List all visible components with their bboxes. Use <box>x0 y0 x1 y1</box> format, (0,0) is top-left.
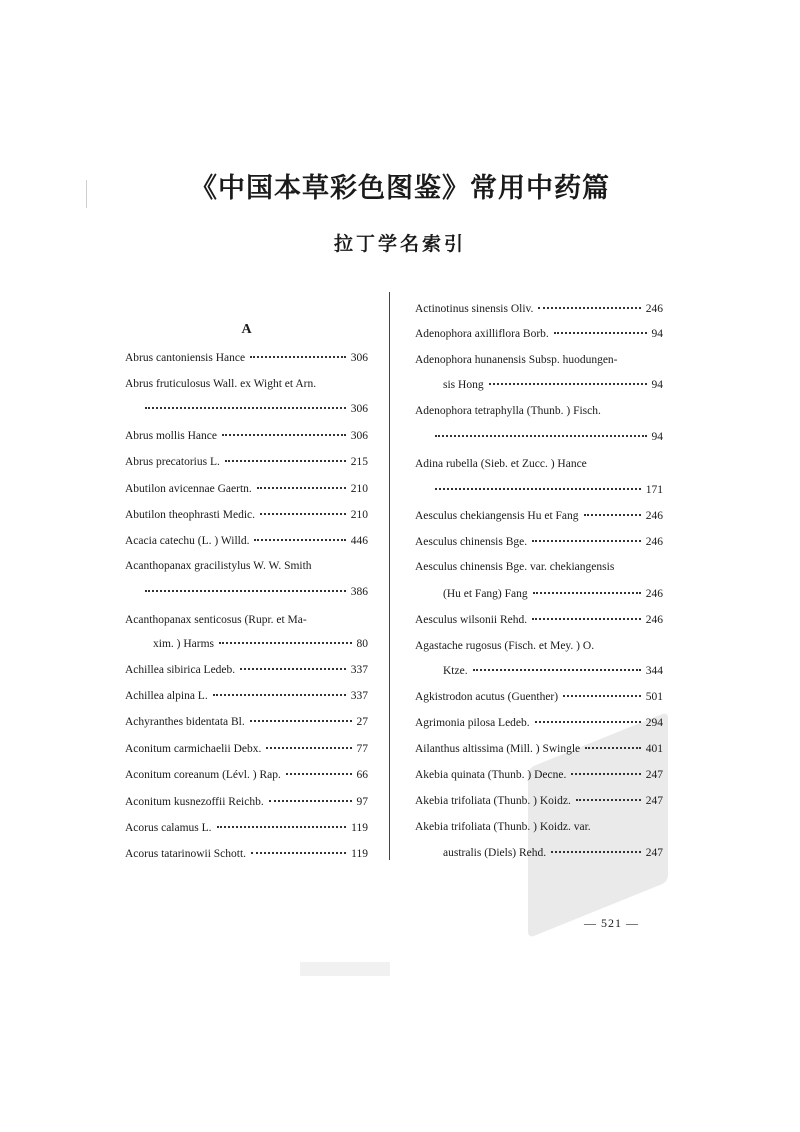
entry-name: Agastache rugosus (Fisch. et Mey. ) O. <box>415 640 595 652</box>
entry-page: 215 <box>350 456 368 468</box>
dot-leader <box>145 590 346 592</box>
entry-name: Abutilon theophrasti Medic. <box>125 509 255 521</box>
page-number: — 521 — <box>584 916 639 930</box>
index-entry <box>125 635 368 653</box>
entry-page: 77 <box>356 743 368 755</box>
dot-leader <box>551 851 641 853</box>
index-entry <box>415 533 663 551</box>
index-entry <box>125 400 368 418</box>
dot-leader <box>533 592 641 594</box>
dot-leader <box>250 356 346 358</box>
index-entry <box>415 507 663 525</box>
dot-leader <box>240 668 346 670</box>
entry-page: 246 <box>645 588 663 600</box>
index-entry <box>415 688 663 706</box>
entry-name: Adina rubella (Sieb. et Zucc. ) Hance <box>415 458 587 470</box>
index-entry <box>125 453 368 471</box>
entry-name: Achyranthes bidentata Bl. <box>125 716 245 728</box>
dot-leader <box>145 407 346 409</box>
entry-name: Acorus calamus L. <box>125 822 212 834</box>
entry-name: Aconitum kusnezoffii Reichb. <box>125 796 264 808</box>
entry-page: 66 <box>356 769 368 781</box>
dot-leader <box>473 669 641 671</box>
dot-leader <box>222 434 346 436</box>
entry-page: 501 <box>645 691 663 703</box>
entry-page: 401 <box>645 743 663 755</box>
index-entry <box>415 300 663 318</box>
index-entry <box>415 455 663 473</box>
entry-page: 294 <box>645 717 663 729</box>
entry-name: Akebia trifoliata (Thunb. ) Koidz. <box>415 795 571 807</box>
entry-name: Aesculus wilsonii Rehd. <box>415 614 528 626</box>
entry-name: Abrus mollis Hance <box>125 430 217 442</box>
index-entry <box>125 557 368 575</box>
entry-name: (Hu et Fang) Fang <box>443 588 528 600</box>
dot-leader <box>254 539 345 541</box>
index-entry <box>415 325 663 343</box>
index-entry <box>125 687 368 705</box>
entry-page: 246 <box>645 510 663 522</box>
dot-leader <box>251 852 346 854</box>
entry-page: 119 <box>351 848 368 860</box>
entry-name: Aconitum coreanum (Lévl. ) Rap. <box>125 769 281 781</box>
dot-leader <box>260 513 346 515</box>
dot-leader <box>257 487 346 489</box>
entry-page: 247 <box>645 795 663 807</box>
entry-name: Achillea sibirica Ledeb. <box>125 664 236 676</box>
entry-page: 247 <box>645 769 663 781</box>
entry-name: Adenophora hunanensis Subsp. huodungen- <box>415 354 618 366</box>
dot-leader <box>217 826 347 828</box>
dot-leader <box>584 514 641 516</box>
index-entry <box>415 818 663 836</box>
column-divider <box>389 292 390 860</box>
index-entry <box>415 585 663 603</box>
entry-name: xim. ) Harms <box>153 638 215 650</box>
entry-name: Acanthopanax senticosus (Rupr. et Ma- <box>125 614 307 626</box>
index-entry <box>125 349 368 367</box>
entry-page: 80 <box>356 638 368 650</box>
index-entry <box>415 351 663 369</box>
index-entry <box>415 402 663 420</box>
entry-page: 94 <box>651 379 663 391</box>
index-entry <box>415 428 663 446</box>
dot-leader <box>554 332 647 334</box>
dot-leader <box>532 618 641 620</box>
entry-page: 386 <box>350 586 368 598</box>
index-entry <box>125 506 368 524</box>
entry-page: 306 <box>350 403 368 415</box>
dot-leader <box>435 435 647 437</box>
entry-page: 337 <box>350 664 368 676</box>
entry-page: 94 <box>651 431 663 443</box>
dot-leader <box>563 695 641 697</box>
book-title: 《中国本草彩色图鉴》常用中药篇 <box>190 173 610 204</box>
entry-name: Aesculus chinensis Bge. <box>415 536 528 548</box>
entry-name: Aesculus chekiangensis Hu et Fang <box>415 510 579 522</box>
entry-page: 246 <box>645 614 663 626</box>
entry-page: 306 <box>350 430 368 442</box>
index-entry <box>415 637 663 655</box>
entry-name: Ktze. <box>443 665 468 677</box>
entry-page: 246 <box>645 536 663 548</box>
entry-page: 246 <box>645 303 663 315</box>
index-entry <box>125 532 368 550</box>
index-entry <box>125 819 368 837</box>
entry-name: Adenophora axilliflora Borb. <box>415 328 549 340</box>
dot-leader <box>213 694 346 696</box>
index-entry <box>415 558 663 576</box>
entry-page: 247 <box>645 847 663 859</box>
entry-page: 210 <box>350 483 368 495</box>
entry-name: Actinotinus sinensis Oliv. <box>415 303 534 315</box>
entry-name: Acacia catechu (L. ) Willd. <box>125 535 250 547</box>
dot-leader <box>250 720 352 722</box>
section-letter: A <box>241 322 252 337</box>
dot-leader <box>266 747 351 749</box>
index-entry <box>125 661 368 679</box>
dot-leader <box>219 642 351 644</box>
index-entry <box>125 793 368 811</box>
entry-page: 97 <box>356 796 368 808</box>
index-entry <box>415 376 663 394</box>
index-entry <box>125 740 368 758</box>
entry-name: australis (Diels) Rehd. <box>443 847 547 859</box>
dot-leader <box>435 488 641 490</box>
entry-page: 27 <box>356 716 368 728</box>
index-entry <box>415 844 663 862</box>
index-entry <box>415 714 663 732</box>
dot-leader <box>532 540 641 542</box>
index-entry <box>125 845 368 863</box>
entry-page: 446 <box>350 535 368 547</box>
index-entry <box>415 611 663 629</box>
index-entry <box>415 766 663 784</box>
dot-leader <box>225 460 346 462</box>
entry-page: 171 <box>645 484 663 496</box>
index-entry <box>125 583 368 601</box>
index-entry <box>125 611 368 629</box>
dot-leader <box>538 307 640 309</box>
dot-leader <box>489 383 647 385</box>
dot-leader <box>286 773 352 775</box>
entry-name: Abrus precatorius L. <box>125 456 220 468</box>
index-entry <box>415 662 663 680</box>
entry-page: 337 <box>350 690 368 702</box>
entry-page: 119 <box>351 822 368 834</box>
index-subtitle: 拉丁学名索引 <box>333 233 466 255</box>
entry-name: Achillea alpina L. <box>125 690 208 702</box>
entry-page: 210 <box>350 509 368 521</box>
index-entry <box>415 740 663 758</box>
entry-name: Ailanthus altissima (Mill. ) Swingle <box>415 743 581 755</box>
entry-name: Aesculus chinensis Bge. var. chekiangensis <box>415 561 615 573</box>
dot-leader <box>576 799 641 801</box>
entry-name: Abrus cantoniensis Hance <box>125 352 246 364</box>
index-entry <box>125 766 368 784</box>
dot-leader <box>269 800 352 802</box>
entry-name: Agkistrodon acutus (Guenther) <box>415 691 559 703</box>
entry-name: Agrimonia pilosa Ledeb. <box>415 717 530 729</box>
scan-smudge <box>300 962 390 976</box>
entry-name: Abutilon avicennae Gaertn. <box>125 483 252 495</box>
entry-page: 94 <box>651 328 663 340</box>
index-entry <box>415 481 663 499</box>
dot-leader <box>585 747 641 749</box>
entry-name: Acorus tatarinowii Schott. <box>125 848 247 860</box>
entry-page: 306 <box>350 352 368 364</box>
index-entry <box>415 792 663 810</box>
dot-leader <box>535 721 641 723</box>
index-entry <box>125 375 368 393</box>
entry-name: Akebia quinata (Thunb. ) Decne. <box>415 769 567 781</box>
dot-leader <box>571 773 640 775</box>
entry-name: sis Hong <box>443 379 484 391</box>
entry-name: Acanthopanax gracilistylus W. W. Smith <box>125 560 312 572</box>
index-entry <box>125 427 368 445</box>
entry-name: Adenophora tetraphylla (Thunb. ) Fisch. <box>415 405 601 417</box>
entry-name: Akebia trifoliata (Thunb. ) Koidz. var. <box>415 821 591 833</box>
entry-name: Abrus fruticulosus Wall. ex Wight et Arn. <box>125 378 317 390</box>
entry-page: 344 <box>645 665 663 677</box>
entry-name: Aconitum carmichaelii Debx. <box>125 743 262 755</box>
index-entry <box>125 713 368 731</box>
index-entry <box>125 480 368 498</box>
